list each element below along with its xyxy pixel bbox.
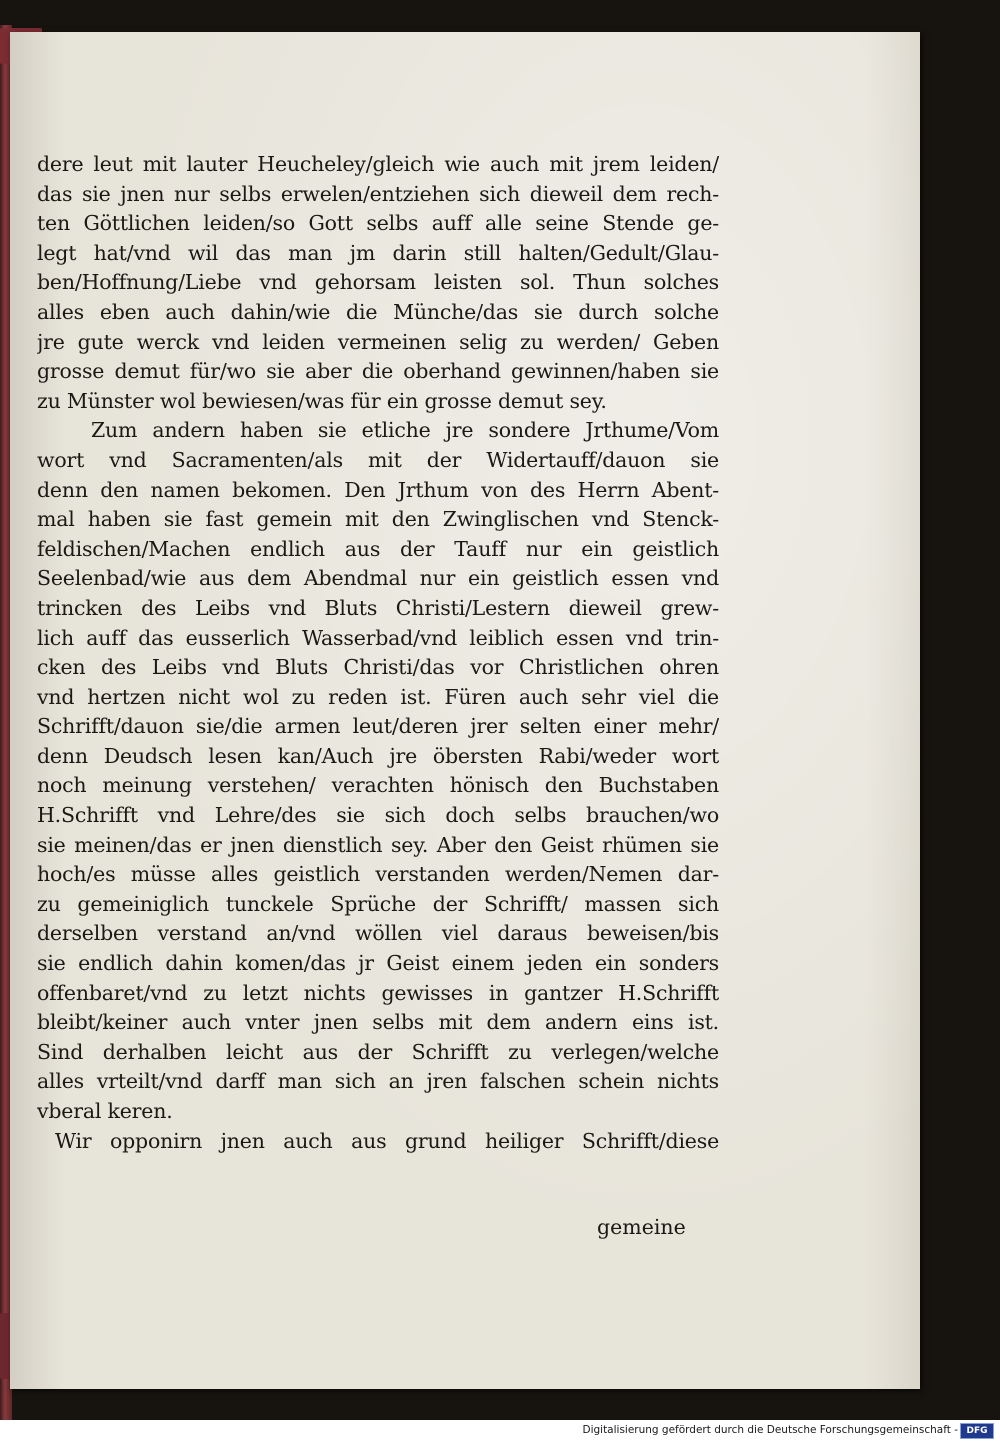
footer-bar xyxy=(0,1420,1000,1441)
text-line: denn den namen bekomen. Den Jrthum von des Herrn Abent- xyxy=(37,477,719,502)
text-line: zu Münster wol bewiesen/was für ein grosse demut sey. xyxy=(37,388,607,413)
text-line: Seelenbad/wie aus dem Abendmal nur ein geistlich essen vnd xyxy=(37,566,719,591)
text-line: offenbaret/vnd zu letzt nichts gewisses in gantzer H.Schrifft xyxy=(37,980,719,1005)
text-line: cken des Leibs vnd Bluts Christi/das vor Christlichen ohren xyxy=(37,655,719,680)
dfg-logo: DFG xyxy=(960,1423,994,1439)
text-line: ben/Hoffnung/Liebe vnd gehorsam leisten sol. Thun solches xyxy=(37,270,719,295)
catchword: gemeine xyxy=(597,1215,686,1239)
text-line: H.Schrifft vnd Lehre/des sie sich doch selbs brauchen/wo xyxy=(37,803,719,828)
text-line: sie meinen/das er jnen dienstlich sey. Aber den Geist rhümen sie xyxy=(37,832,719,857)
text-line: dere leut mit lauter Heucheley/gleich wie auch mit jrem leiden/ xyxy=(37,152,719,176)
text-line: trincken des Leibs vnd Bluts Christi/Lestern dieweil grew- xyxy=(37,595,719,620)
text-line: denn Deudsch lesen kan/Auch jre öbersten Rabi/weder wort xyxy=(37,743,719,768)
text-line: grosse demut für/wo sie aber die oberhand gewinnen/haben sie xyxy=(37,359,719,384)
text-line: zu gemeiniglich tunckele Sprüche der Schrifft/ massen sich xyxy=(37,891,719,916)
text-line: wort vnd Sacramenten/als mit der Widertauff/dauon sie xyxy=(37,447,719,472)
text-line: sie endlich dahin komen/das jr Geist einem jeden ein sonders xyxy=(37,951,719,976)
text-line: jre gute werck vnd leiden vermeinen selig zu werden/ Geben xyxy=(37,329,719,354)
text-line: bleibt/keiner auch vnter jnen selbs mit dem andern eins ist. xyxy=(37,1010,719,1035)
text-line: hoch/es müsse alles geistlich verstanden werden/Nemen dar- xyxy=(37,862,719,887)
text-line: noch meinung verstehen/ verachten hönisch den Buchstaben xyxy=(37,773,719,798)
funding-credit: Digitalisierung gefördert durch die Deutsche Forschungsgemeinschaft - xyxy=(582,1424,958,1436)
text-line-paragraph-start: Wir opponirn jnen auch aus grund heiliger Schrifft/diese xyxy=(55,1128,719,1153)
text-line: legt hat/vnd wil das man jm darin still halten/Gedult/Glau- xyxy=(37,240,719,265)
text-line: vnd hertzen nicht wol zu reden ist. Füren auch sehr viel die xyxy=(37,684,719,709)
text-line: alles eben auch dahin/wie die Münche/das sie durch solche xyxy=(37,299,719,324)
text-line: mal haben sie fast gemein mit den Zwinglischen vnd Stenck- xyxy=(37,507,719,532)
text-line: das sie jnen nur selbs erwelen/entziehen sich dieweil dem rech- xyxy=(37,181,719,206)
text-line: Sind derhalben leicht aus der Schrifft zu verlegen/welche xyxy=(37,1039,719,1064)
book-page xyxy=(10,32,920,1389)
text-line: vberal keren. xyxy=(37,1099,173,1123)
text-line: lich auff das eusserlich Wasserbad/vnd leiblich essen vnd trin- xyxy=(37,625,719,650)
text-line: alles vrteilt/vnd darff man sich an jren falschen schein nichts xyxy=(37,1069,719,1094)
text-line: ten Göttlichen leiden/so Gott selbs auff alle seine Stende ge- xyxy=(37,211,719,236)
page-text xyxy=(37,150,719,1156)
text-line: feldischen/Machen endlich aus der Tauff nur ein geistlich xyxy=(37,536,719,561)
text-line: derselben verstand an/vnd wöllen viel daraus beweisen/bis xyxy=(37,921,719,946)
text-line: Schrifft/dauon sie/die armen leut/deren jrer selten einer mehr/ xyxy=(37,714,719,739)
text-line-paragraph-start: Zum andern haben sie etliche jre sondere Jrthume/Vom xyxy=(91,418,719,443)
